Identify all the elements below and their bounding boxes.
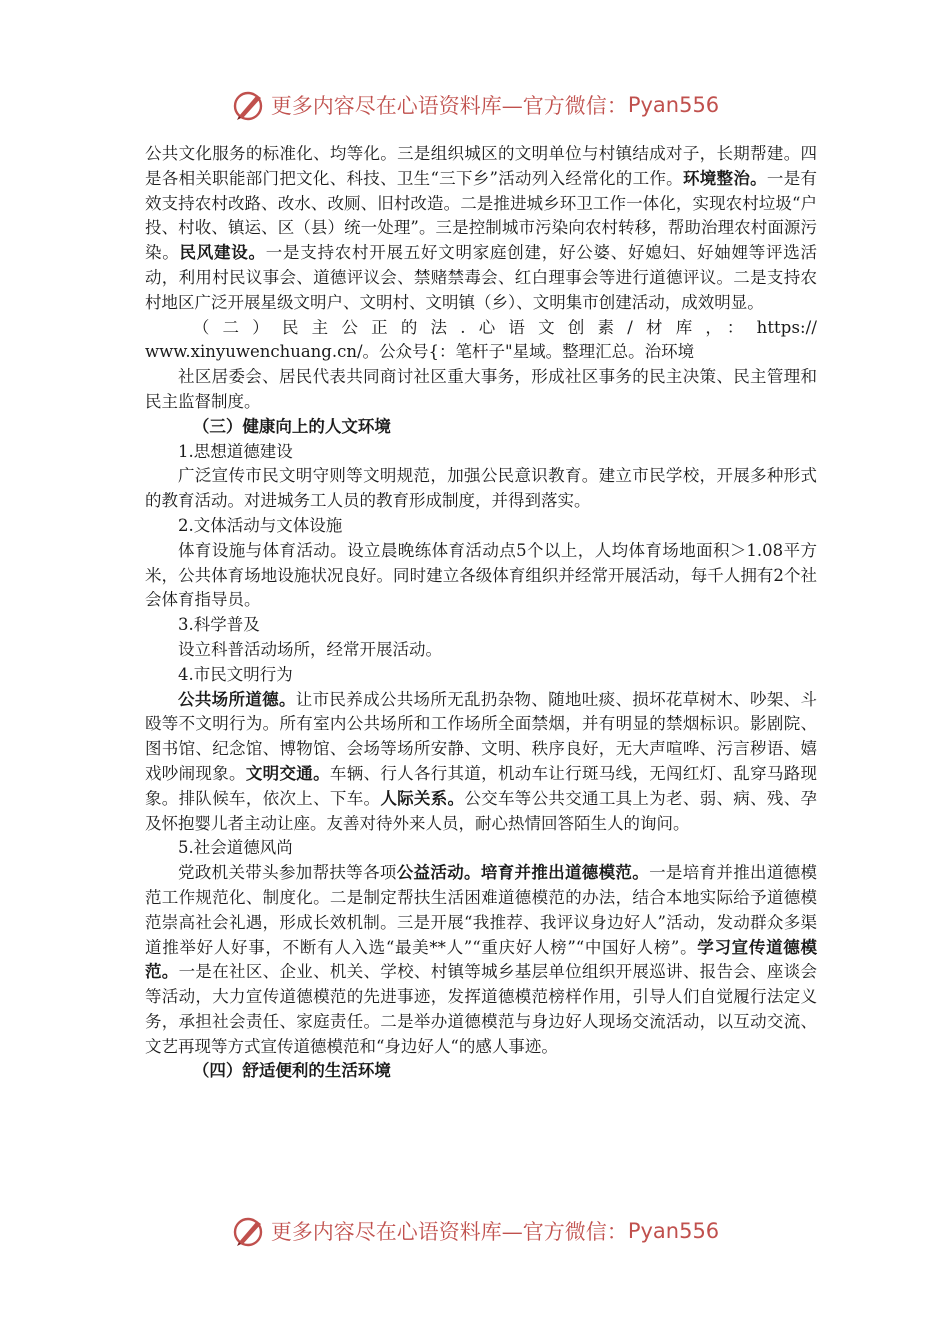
paragraph: 体育设施与体育活动。设立晨晚练体育活动点5个以上，人均体育场地面积＞1.08平方米，公共体育场地设施状况良好。同时建立各级体育组织并经常开展活动，每千人拥有2个社会体育指导员。 — [145, 540, 817, 610]
pen-logo-icon — [231, 1213, 267, 1249]
document-body — [145, 142, 817, 1084]
paragraph: 设立科普活动场所，经常开展活动。 — [178, 639, 442, 659]
banner-text: 更多内容尽在心语资料库—官方微信： — [270, 1220, 628, 1244]
paragraph: 公共文化服务的标准化、均等化。三是组织城区的文明单位与村镇结成对子，长期帮建。四是各相关职能部门把文化、科技、卫生“三下乡”活动列入经常化的工作。环境整治。一是有效支持农村改路、改水、改厕、旧村改造。二是推进城乡环卫工作一体化，实现农村垃圾“户投、村收、镇运、区（县）统一处理”。三是控制城市污染向农村转移，帮助治理农村面源污染。民风建设。一是支持农村开展五好文明家庭创建，好公婆、好媳妇、好妯娌等评选活动，利用村民议事会、道德评议会、禁赌禁毒会、红白理事会等进行道德评议。二是支持农村地区广泛开展星级文明户、文明村、文明镇（乡）、文明集市创建活动，成效明显。 — [145, 144, 818, 312]
subsection-title: 3.科学普及 — [178, 615, 260, 635]
subsection-title: 5.社会道德风尚 — [178, 838, 293, 858]
banner-wechat-id: Pyan556 — [627, 93, 720, 117]
pen-logo-icon — [231, 87, 267, 123]
section-heading-3: （三）健康向上的人文环境 — [192, 416, 391, 436]
header-watermark-banner — [0, 85, 950, 125]
subsection-title: 2.文体活动与文体设施 — [178, 515, 343, 535]
section-heading-4: （四）舒适便利的生活环境 — [192, 1061, 391, 1081]
paragraph: 公共场所道德。让市民养成公共场所无乱扔杂物、随地吐痰、损坏花草树木、吵架、斗殴等不文明行为。所有室内公共场所和工作场所全面禁烟，并有明显的禁烟标识。影剧院、图书馆、纪念馆、博物馆、会场等场所安静、文明、秩序良好，无大声喧哗、污言秽语、嬉戏吵闹现象。文明交通。车辆、行人各行其道，机动车让行斑马线，无闯红灯、乱穿马路现象。排队候车，依次上、下车。人际关系。公交车等公共交通工具上为老、弱、病、残、孕及怀抱婴儿者主动让座。友善对待外来人员，耐心热情回答陌生人的询问。 — [145, 689, 818, 833]
footer-watermark-banner — [0, 1211, 950, 1251]
subsection-title: 4.市民文明行为 — [178, 664, 293, 684]
banner-wechat-id: Pyan556 — [627, 1219, 720, 1243]
paragraph: 党政机关带头参加帮扶等各项公益活动。培育并推出道德模范。一是培育并推出道德模范工作规范化、制度化。二是制定帮扶生活困难道德模范的办法，结合本地实际给予道德模范崇高社会礼遇，形成长效机制。三是开展“我推荐、我评议身边好人”活动，发动群众多渠道推举好人好事，不断有人入选“最美**人”“重庆好人榜”“中国好人榜”。学习宣传道德模范。一是在社区、企业、机关、学校、村镇等城乡基层单位组织开展巡讲、报告会、座谈会等活动，大力宣传道德模范的先进事迹，发挥道德模范榜样作用，引导人们自觉履行法定义务，承担社会责任、家庭责任。二是举办道德模范与身边好人现场交流活动，以互动交流、文艺再现等方式宣传道德模范和“身边好人“的感人事迹。 — [145, 863, 818, 1056]
paragraph: 广泛宣传市民文明守则等文明规范，加强公民意识教育。建立市民学校，开展多种形式的教育活动。对进城务工人员的教育形成制度，并得到落实。 — [145, 466, 817, 511]
section-heading-2-line2: www.xinyuwenchuang.cn/。公众号{：笔杆子"星域。整理汇总。治环境 — [145, 342, 695, 362]
paragraph: 社区居委会、居民代表共同商讨社区重大事务，形成社区事务的民主决策、民主管理和民主监督制度。 — [145, 367, 817, 411]
section-heading-2-line1: （二）民主公正的法.心语文创素/材库，：https:// — [192, 317, 817, 337]
subsection-title: 1.思想道德建设 — [178, 441, 293, 461]
banner-text: 更多内容尽在心语资料库—官方微信： — [270, 94, 628, 118]
